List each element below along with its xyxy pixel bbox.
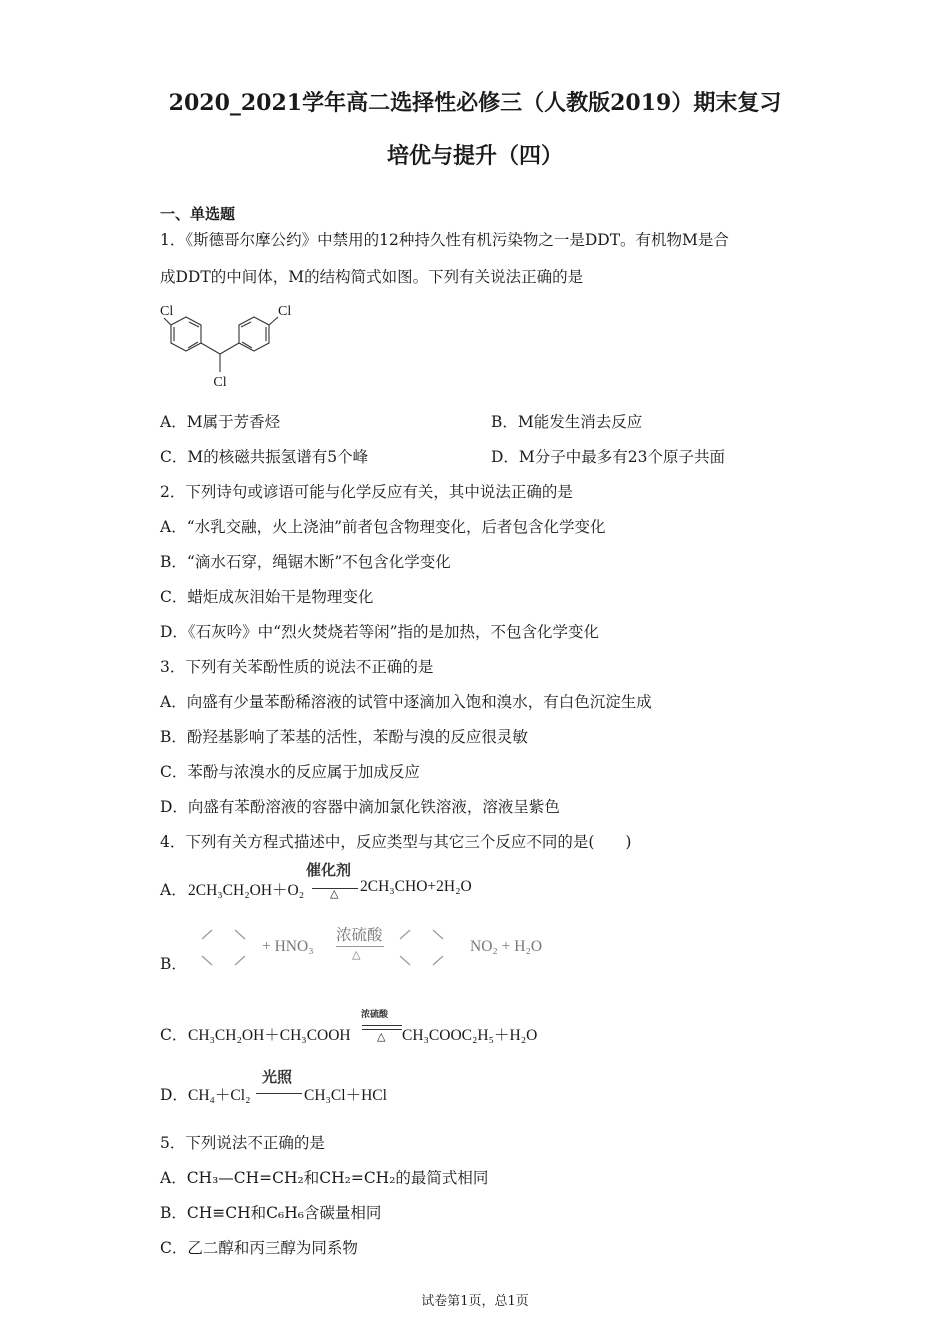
q4-option-d-label: D．: [160, 1086, 188, 1104]
q1-stem-line1: 1．《斯德哥尔摩公约》中禁用的12种持久性有机污染物之一是DDT。有机物M是合: [160, 231, 729, 249]
q4-option-b-benzene-faint: [195, 925, 255, 970]
q4-option-b-arrow: [336, 946, 384, 947]
q2-stem: 2．下列诗句或谚语可能与化学反应有关，其中说法正确的是: [160, 483, 573, 501]
q2-option-d: D．《石灰吟》中“烈火焚烧若等闲”指的是加热，不包含化学变化: [160, 623, 600, 641]
q5-option-c: C．乙二醇和丙三醇为同系物: [160, 1239, 358, 1257]
q2-option-a: A．“水乳交融，火上浇油”前者包含物理变化，后者包含化学变化: [160, 518, 606, 536]
q1-structure-diagram: [150, 298, 310, 393]
q4-option-a-rhs: 2CH₃CHO+2H₂O: [360, 878, 472, 895]
q4-option-c-lhs: CH₃CH₂OH＋CH₃COOH: [188, 1027, 351, 1044]
q1-option-c: C．M的核磁共振氢谱有5个峰: [160, 448, 369, 466]
q4-option-d-arrow: [256, 1093, 302, 1094]
q4-option-a-lhs: 2CH₃CH₂OH＋O₂: [188, 882, 305, 899]
q3-option-b: B．酚羟基影响了苯基的活性，苯酚与溴的反应很灵敏: [160, 728, 528, 746]
right-benzene-ring: [239, 317, 269, 351]
page-footer: 试卷第1页，总1页: [421, 1294, 529, 1309]
q5-stem: 5．下列说法不正确的是: [160, 1134, 325, 1152]
q1-option-b: B．M能发生消去反应: [491, 413, 643, 431]
q4-option-c-rhs: CH₃COOC₂H₅＋H₂O: [402, 1027, 538, 1044]
q4-option-b-condition: △: [352, 948, 361, 961]
q3-option-d: D．向盛有苯酚溶液的容器中滴加氯化铁溶液，溶液呈紫色: [160, 798, 560, 816]
q4-option-d-rhs: CH₃Cl＋HCl: [304, 1087, 387, 1104]
q4-option-b-product: NO₂ + H₂O: [470, 938, 543, 955]
q4-option-c-label: C．: [160, 1026, 188, 1044]
q1-stem-line2: 成DDT的中间体，M的结构简式如图。下列有关说法正确的是: [160, 268, 584, 286]
q4-option-a-catalyst: 催化剂: [306, 862, 352, 879]
q4-option-c-catalyst: 浓硫酸: [361, 1009, 389, 1019]
left-benzene-ring: [171, 317, 201, 351]
q3-stem: 3．下列有关苯酚性质的说法不正确的是: [160, 658, 434, 676]
q5-option-a: A．CH₃—CH=CH₂和CH₂=CH₂的最简式相同: [160, 1169, 489, 1187]
cl-label-left: Cl: [160, 304, 174, 319]
q4-option-b-catalyst: 浓硫酸: [336, 927, 383, 944]
q4-option-d-lhs: CH₄＋Cl₂: [188, 1087, 251, 1104]
q1-option-d: D．M分子中最多有23个原子共面: [491, 448, 726, 466]
q3-option-a: A．向盛有少量苯酚稀溶液的试管中逐滴加入饱和溴水，有白色沉淀生成: [160, 693, 652, 711]
q4-option-a-label: A．: [160, 881, 187, 899]
q1-option-a: A．M属于芳香烃: [160, 413, 281, 431]
q5-option-b: B．CH≡CH和C₆H₆含碳量相同: [160, 1204, 382, 1222]
page-title: 2020_2021学年高二选择性必修三（人教版2019）期末复习: [168, 90, 782, 116]
section-heading: 一、单选题: [160, 205, 236, 223]
page-subtitle: 培优与提升（四）: [386, 143, 563, 169]
cl-label-right: Cl: [278, 304, 292, 319]
q4-option-c-arrow-forward: [362, 1025, 402, 1026]
q3-option-c: C．苯酚与浓溴水的反应属于加成反应: [160, 763, 420, 781]
cl-label-bottom: Cl: [213, 375, 227, 390]
q4-option-a-condition: △: [330, 887, 339, 900]
q4-option-b-label: B．: [160, 955, 187, 973]
q2-option-c: C．蜡炬成灰泪始干是物理变化: [160, 588, 374, 606]
q4-stem: 4．下列有关方程式描述中，反应类型与其它三个反应不同的是( ): [160, 833, 632, 851]
q2-option-b: B．“滴水石穿，绳锯木断”不包含化学变化: [160, 553, 451, 571]
q4-option-c-condition: △: [377, 1030, 386, 1043]
q4-option-b-nitrobenzene-faint: [393, 925, 453, 970]
q4-option-b-reagent: + HNO₃: [262, 938, 314, 955]
q4-option-d-catalyst: 光照: [262, 1069, 293, 1086]
